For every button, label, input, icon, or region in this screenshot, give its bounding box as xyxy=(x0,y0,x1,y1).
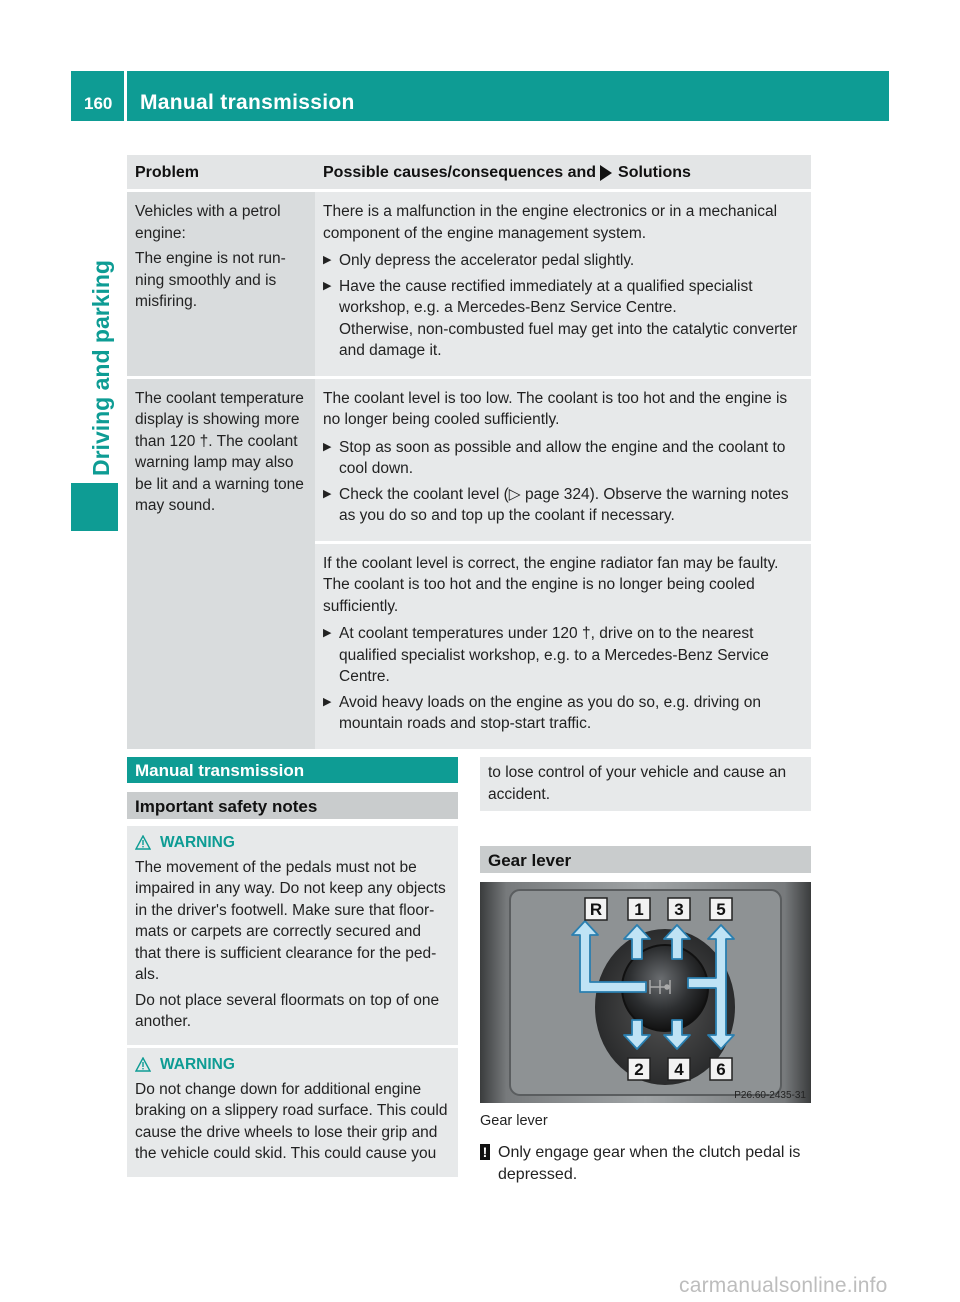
step-text: Stop as soon as possible and allow the engine and the coolant to cool down. xyxy=(339,438,786,477)
gear-label: R xyxy=(589,900,603,919)
solution-block xyxy=(315,379,811,541)
warning-text: Do not place several floormats on top of one another. xyxy=(135,991,440,1030)
warning-heading: WARNING xyxy=(135,832,450,854)
section-title-safety-notes: Important safety notes xyxy=(127,792,458,819)
solutions-cell xyxy=(315,379,811,749)
gear-label: 6 xyxy=(716,1060,726,1079)
solutions-arrow-icon xyxy=(600,165,612,181)
solution-step xyxy=(323,623,803,688)
warning-continuation: to lose control of your vehicle and cause an accident. xyxy=(480,757,811,811)
solutions-cell xyxy=(315,192,811,376)
side-tab-label: Driving and parking xyxy=(88,260,114,476)
step-arrow-icon: ▶ xyxy=(323,695,332,708)
cause-text: If the coolant level is correct, the engine radiator fan may be faulty. The coolant is too hot and the engine is no longer being cooled sufficiently. xyxy=(323,554,779,615)
solution-block xyxy=(315,192,811,376)
warning-triangle-icon xyxy=(135,1057,151,1072)
watermark: carmanualsonline.info xyxy=(679,1274,888,1297)
side-tab-marker xyxy=(71,483,118,531)
warning-heading: WARNING xyxy=(135,1054,450,1076)
note-clutch xyxy=(480,1142,811,1185)
solution-step xyxy=(323,276,803,362)
warning-box-engine-braking xyxy=(127,1048,458,1177)
problem-cell xyxy=(127,379,315,749)
solution-step xyxy=(323,692,803,735)
step-arrow-icon: ▶ xyxy=(323,254,332,266)
solution-block xyxy=(315,541,811,749)
step-arrow-icon: ▶ xyxy=(323,279,332,292)
step-text: At coolant temperatures under 120 †, drive on to the nearest qualified specialist workshop, e.g. to a Mercedes-Benz Service Centre. xyxy=(339,625,769,685)
note-text: Only engage gear when the clutch pedal is depressed. xyxy=(498,1144,801,1183)
gear-label: 4 xyxy=(674,1060,684,1079)
step-text: Only depress the accelerator pedal slightly. xyxy=(339,252,635,269)
step-arrow-icon: ▶ xyxy=(323,627,332,639)
warning-text: The movement of the pedals must not be impaired in any way. Do not keep any objects in the driver's footwell. Make sure that floormats or carpets are correctly secured and that there is sufficient clearance for the pedals. xyxy=(135,858,446,983)
header-separator xyxy=(124,71,127,121)
column-header-problem: Problem xyxy=(135,164,200,181)
column-header-solutions: Possible causes/consequences and Solutions xyxy=(323,164,691,181)
gear-lever-figure xyxy=(480,882,811,1103)
step-arrow-icon: ▶ xyxy=(323,487,332,500)
problem-text: The coolant temperature display is showing more than 120 †. The coolant warning lamp may also be lit and a warning tone may sound. xyxy=(135,389,304,514)
warning-box-pedals xyxy=(127,826,458,1045)
page-title: Manual transmission xyxy=(140,91,355,114)
gear-label: 1 xyxy=(634,900,644,919)
note-exclamation-icon: ! xyxy=(480,1144,490,1160)
solution-step xyxy=(323,250,803,272)
cause-text: There is a malfunction in the engine electronics or in a mechanical component of the engine management system. xyxy=(323,203,778,242)
solution-step xyxy=(323,484,803,527)
solution-step xyxy=(323,437,803,480)
warning-triangle-icon xyxy=(135,835,151,850)
page-number: 160 xyxy=(84,94,113,113)
section-title-gear-lever: Gear lever xyxy=(480,846,811,873)
table-header xyxy=(127,155,811,189)
problem-text: The engine is not running smoothly and is misfiring. xyxy=(135,250,286,310)
table-row xyxy=(127,376,811,749)
figure-caption: Gear lever xyxy=(480,1113,548,1129)
gear-label: 2 xyxy=(634,1060,644,1079)
problem-cell xyxy=(127,192,315,376)
gear-label: 5 xyxy=(716,900,726,919)
step-arrow-icon: ▶ xyxy=(323,440,332,453)
warning-text: Do not change down for additional engine braking on a slippery road surface. This could cause the drive wheels to lose their grip and the vehicle could skid. This could cause you xyxy=(135,1080,448,1162)
table-row xyxy=(127,189,811,376)
step-text: Avoid heavy loads on the engine as you do so, e.g. driving on mountain roads and stop-start traffic. xyxy=(339,693,761,732)
figure-code: P26.60-2435-31 xyxy=(734,1090,806,1101)
problem-text: Vehicles with a petrol engine: xyxy=(135,203,281,242)
step-text: Have the cause rectified immediately at a qualified specialist workshop, e.g. a Mercedes-Benz Service Centre. Otherwise, non-combusted fuel may get into the catalytic converter and damage it. xyxy=(339,277,798,359)
gear-label: 3 xyxy=(674,900,684,919)
step-text: Check the coolant level (▷ page 324). Observe the warning notes as you do so and top up the coolant if necessary. xyxy=(339,485,789,524)
cause-text: The coolant level is too low. The coolant is too hot and the engine is no longer being cooled sufficiently. xyxy=(323,389,788,428)
troubleshooting-table xyxy=(127,155,811,749)
section-title-manual-transmission: Manual transmission xyxy=(127,757,458,783)
